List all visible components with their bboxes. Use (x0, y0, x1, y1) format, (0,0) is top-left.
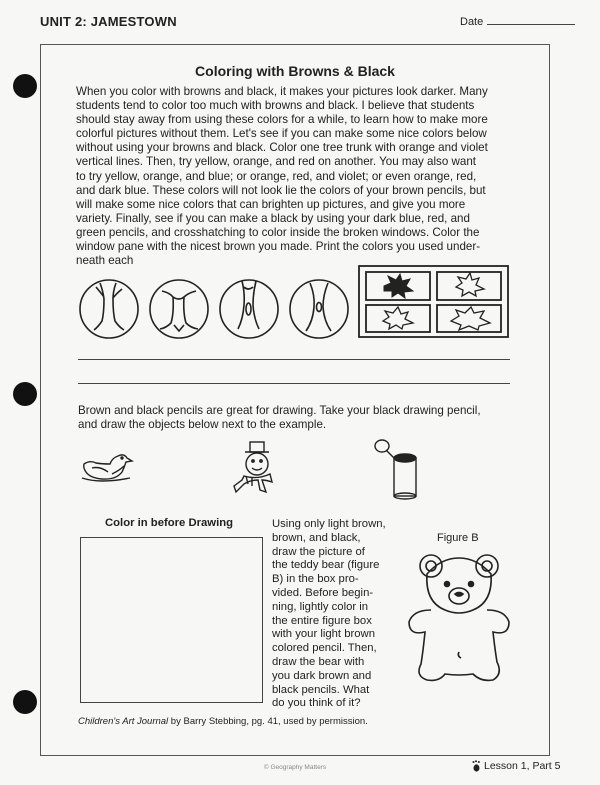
lesson-text: Lesson 1, Part 5 (484, 760, 561, 772)
date-line (487, 14, 575, 25)
broken-window-icon (456, 273, 484, 296)
teddy-bear-icon (405, 552, 515, 687)
snowman-icon (230, 440, 286, 496)
credit-line (78, 716, 368, 727)
bear-instructions: Using only light brown, brown, and black, draw the picture of the teddy bear (figure B) in the box pro- vided. Before begin- ning, lightly color in the entire figure box with your light brown colored pencil. Then, draw the bear with you dark brown and black pencils. What do you think of it? (272, 518, 386, 710)
paint-can-icon (372, 436, 420, 500)
tree-trunk-icon (80, 280, 138, 338)
broken-window-icon (384, 274, 413, 298)
unit-title: UNIT 2: JAMESTOWN (40, 14, 177, 29)
figure-label: Figure B (437, 532, 479, 544)
intro-paragraph: When you color with browns and black, it makes your pictures look darker. Many students tend to color too much with browns and black. I believe that students should stay away from using these colors for a while, to learn how to make more colorful pictures without them. Let's see if you can make some nice colors below without using your browns and black. Color one tree trunk with orange and violet vertical lines. Then, try yellow, orange, and red on another. You may also want to try yellow, orange, and blue; or orange, red, and violet; or even orange, red, and dark blue. These colors will not look lie the colors of your brown pencils, but will make some nice colors that can brighten up pictures, and give you more variety. Finally, see if you can make a black by using your dark blue, red, and green pencils, and crosshatching to color inside the broken windows. Color the window pane with the nicest brown you made. Print the colors you used under- neath each (76, 85, 488, 268)
tree-trunk-icon (290, 280, 348, 338)
binder-hole (13, 382, 37, 406)
binder-hole (13, 690, 37, 714)
binder-hole (13, 74, 37, 98)
answer-line (78, 359, 510, 360)
tree-trunk-icon (220, 280, 278, 338)
broken-window-panel (358, 265, 510, 339)
box-title: Color in before Drawing (105, 517, 234, 529)
drawing-instructions: Brown and black pencils are great for drawing. Take your black drawing pencil, and draw the objects below next to the example. (78, 404, 481, 432)
broken-window-icon (451, 307, 490, 330)
activity-title: Coloring with Browns & Black (195, 63, 395, 79)
credit-title: Children's Art Journal (78, 716, 169, 727)
answer-line (78, 383, 510, 384)
date-label: Date (460, 16, 484, 28)
copyright-text: © Geography Matters (263, 764, 327, 771)
drawing-box[interactable] (80, 537, 263, 703)
date-field (460, 14, 575, 28)
tree-trunk-row (78, 277, 348, 343)
credit-rest: by Barry Stebbing, pg. 41, used by permission. (168, 716, 368, 727)
footprint-icon (472, 760, 481, 772)
lesson-label (472, 760, 560, 772)
broken-window-icon (383, 307, 413, 329)
duck-icon (80, 448, 138, 484)
tree-trunk-icon (150, 280, 208, 338)
